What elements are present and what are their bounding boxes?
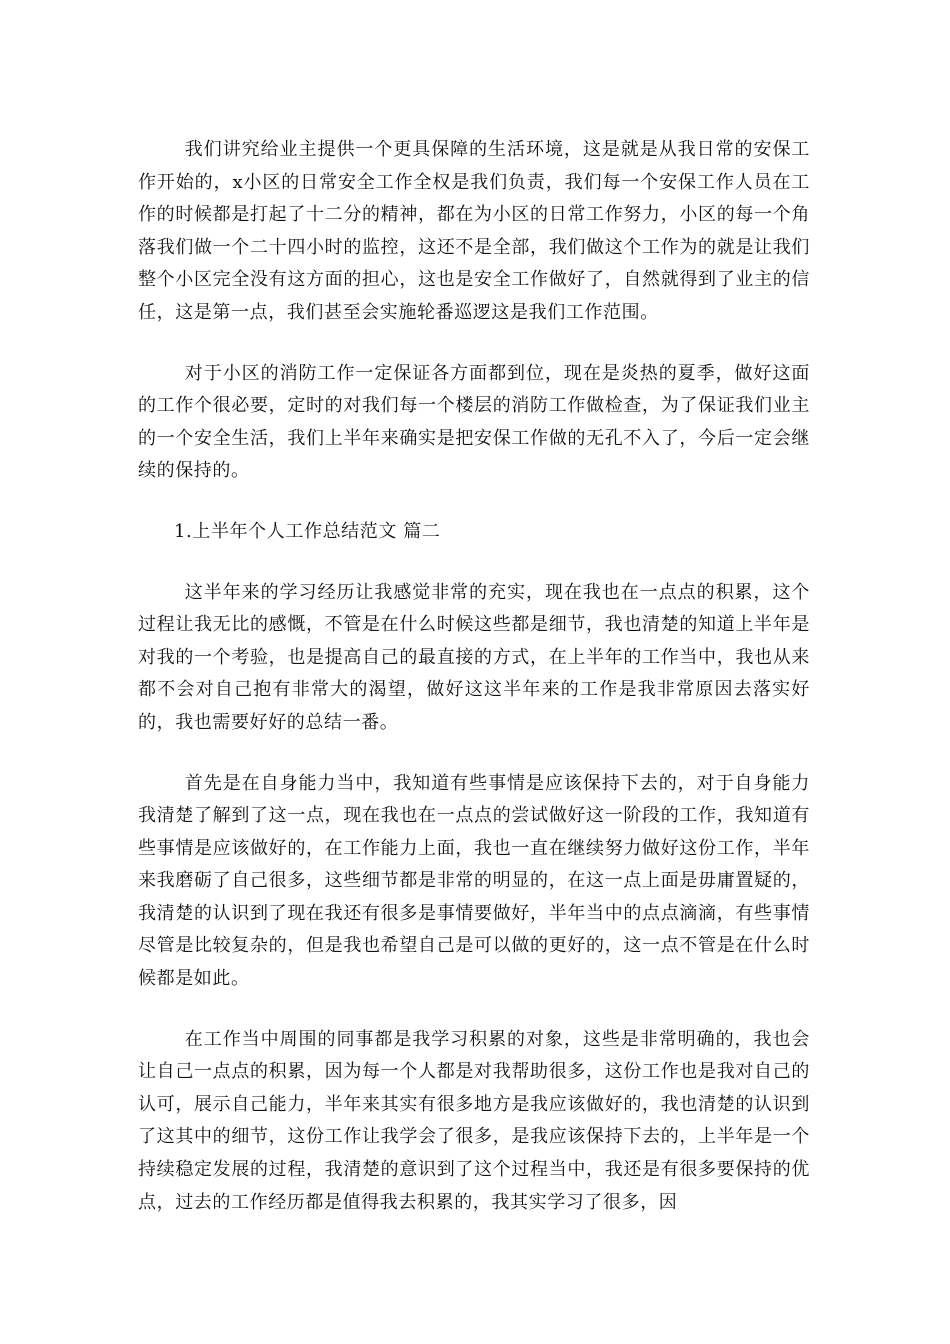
paragraph-colleagues: 在工作当中周围的同事都是我学习积累的对象，这些是非常明确的，我也会让自己一点点的积累，因为每一个人都是对我帮助很多，这份工作也是我对自己的认可，展示自己能力，半年来其实有很多地方是我应该做好的，我也清楚的认识到了这其中的细节，这份工作让我学会了很多，是我应该保持下去的，上半年是一个持续稳定发展的过程，我清楚的意识到了这个过程当中，我还是有很多要保持的优点，过去的工作经历都是值得我去积累的，我其实学习了很多，因 — [138, 1028, 810, 1213]
paragraph-self-ability: 首先是在自身能力当中，我知道有些事情是应该保持下去的，对于自身能力我清楚了解到了这一点，现在我也在一点点的尝试做好这一阶段的工作，我知道有些事情是应该做好的，在工作能力上面，我也一直在继续努力做好这份工作，半年来我磨砺了自己很多，这些细节都是非常的明显的，在这一点上面是毋庸置疑的，我清楚的认识到了现在我还有很多是事情要做好，半年当中的点点滴滴，有些事情尽管是比较复杂的，但是我也希望自己是可以做的更好的，这一点不管是在什么时候都是如此。 — [138, 772, 810, 990]
section-heading: 1.上半年个人工作总结范文 篇二 — [174, 520, 441, 542]
document-body — [138, 134, 810, 1247]
paragraph-security-work: 我们讲究给业主提供一个更具保障的生活环境，这是就是从我日常的安保工作开始的，x小区的日常安全工作全权是我们负责，我们每一个安保工作人员在工作的时候都是打起了十二分的精神，都在为小区的日常工作努力，小区的每一个角落我们做一个二十四小时的监控，这还不是全部，我们做这个工作为的就是让我们整个小区完全没有这方面的担心，这也是安全工作做好了，自然就得到了业主的信任，这是第一点，我们甚至会实施轮番巡逻这是我们工作范围。 — [138, 139, 810, 323]
paragraph-fire-safety: 对于小区的消防工作一定保证各方面都到位，现在是炎热的夏季，做好这面的工作个很必要，定时的对我们每一个楼层的消防工作做检查，为了保证我们业主的一个安全生活，我们上半年来确实是把安保工作做的无孔不入了，今后一定会继续的保持的。 — [138, 362, 810, 482]
paragraph-study-experience: 这半年来的学习经历让我感觉非常的充实，现在我也在一点点的积累，这个过程让我无比的感慨，不管是在什么时候这些都是细节，我也清楚的知道上半年是对我的一个考验，也是提高自己的最直接的方式，在上半年的工作当中，我也从来都不会对自己抱有非常大的渴望，做好这这半年来的工作是我非常原因去落实好的，我也需要好好的总结一番。 — [138, 581, 810, 733]
